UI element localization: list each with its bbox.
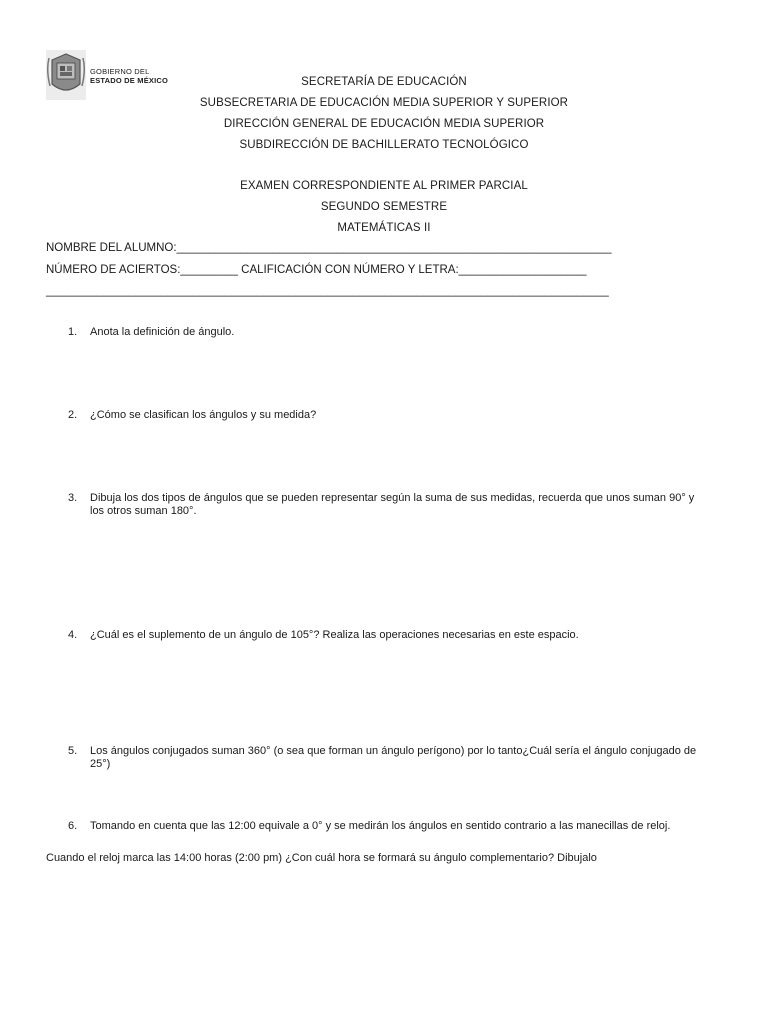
question-number: 2. <box>68 409 78 421</box>
header-secretaria: SECRETARÍA DE EDUCACIÓN <box>301 76 467 88</box>
question-number: 3. <box>68 492 78 504</box>
header-direccion: DIRECCIÓN GENERAL DE EDUCACIÓN MEDIA SUPERIOR <box>223 118 545 130</box>
score-field: NÚMERO DE ACIERTOS:_________ CALIFICACIÓN CON NÚMERO Y LETRA:____________________ <box>46 264 587 276</box>
logo-line-2: ESTADO DE MÉXICO <box>90 76 169 85</box>
question-number: 5. <box>68 745 78 757</box>
blank-rule: ________________________________________________________________________________________ <box>46 285 609 297</box>
header-subsecretaria: SUBSECRETARIA DE EDUCACIÓN MEDIA SUPERIOR Y SUPERIOR <box>199 97 569 109</box>
question-number: 1. <box>68 326 78 338</box>
question-text: Tomando en cuenta que las 12:00 equivale a 0° y se medirán los ángulos en sentido contrario a las manecillas de reloj. <box>90 820 671 832</box>
state-seal-icon <box>46 50 86 100</box>
question-text: Los ángulos conjugados suman 360° (o sea que forman un ángulo perígono) por lo tanto¿Cuál sería el ángulo conjugado de 25°) <box>90 745 697 770</box>
question-text: ¿Cómo se clasifican los ángulos y su medida? <box>90 409 317 421</box>
question-text: ¿Cuál es el suplemento de un ángulo de 105°? Realiza las operaciones necesarias en este espacio. <box>90 629 579 641</box>
student-name-field: NOMBRE DEL ALUMNO:____________________________________________________________________ <box>46 242 612 254</box>
clock-followup-question: Cuando el reloj marca las 14:00 horas (2:00 pm) ¿Con cuál hora se formará su ángulo complementario? Dibujalo <box>46 852 597 864</box>
logo-line-1: GOBIERNO DEL <box>90 67 150 76</box>
question-text: Dibuja los dos tipos de ángulos que se pueden representar según la suma de sus medidas, recuerda que unos suman 90° y los otros suman 180°. <box>90 492 695 517</box>
question-number: 6. <box>68 820 78 832</box>
question-number: 4. <box>68 629 78 641</box>
question-text: Anota la definición de ángulo. <box>90 326 235 338</box>
exam-title: EXAMEN CORRESPONDIENTE AL PRIMER PARCIAL <box>240 180 528 192</box>
subject: MATEMÁTICAS II <box>337 222 431 234</box>
semester: SEGUNDO SEMESTRE <box>320 201 448 213</box>
header-subdireccion: SUBDIRECCIÓN DE BACHILLERATO TECNOLÓGICO <box>239 139 529 151</box>
